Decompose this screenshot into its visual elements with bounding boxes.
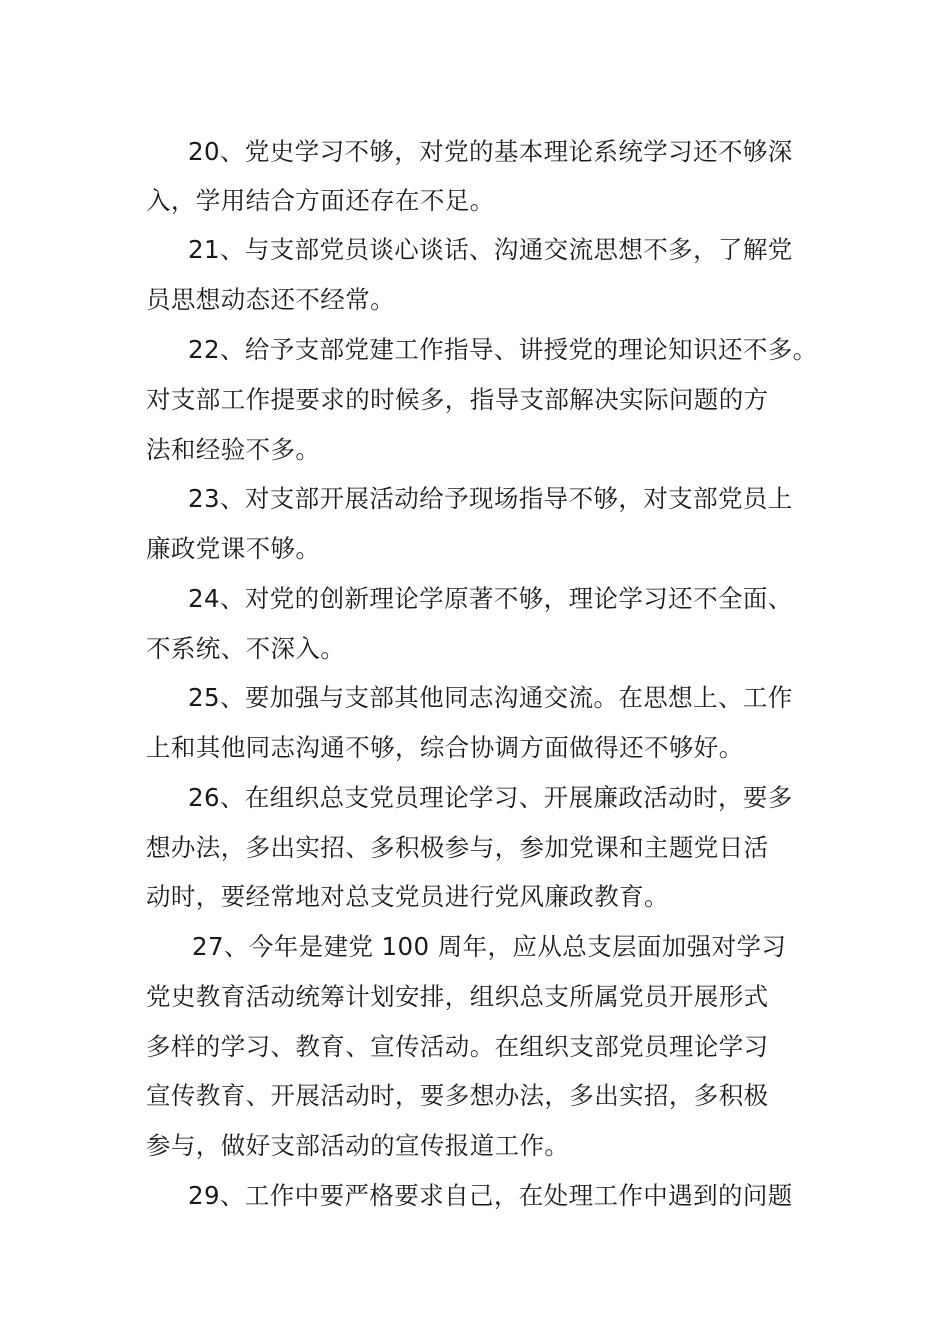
item-25-line-1: 25、要加强与支部其他同志沟通交流。在思想上、工作 <box>188 683 793 712</box>
item-26-line-1: 26、在组织总支党员理论学习、开展廉政活动时，要多 <box>188 783 793 812</box>
item-22-line-1: 22、给予支部党建工作指导、讲授党的理论知识还不多。 <box>188 335 818 364</box>
item-20-line-2: 入，学用结合方面还存在不足。 <box>146 186 495 215</box>
item-20-line-1: 20、党史学习不够，对党的基本理论系统学习还不够深 <box>188 137 793 166</box>
item-26-line-2: 想办法，多出实招、多积极参与，参加党课和主题党日活 <box>146 833 769 862</box>
item-23-line-2: 廉政党课不够。 <box>146 534 321 563</box>
item-27-line-2: 党史教育活动统筹计划安排，组织总支所属党员开展形式 <box>146 982 769 1011</box>
item-27-line-1: 27、今年是建党 100 周年，应从总支层面加强对学习 <box>192 932 787 961</box>
item-24-line-1: 24、对党的创新理论学原著不够，理论学习还不全面、 <box>188 584 793 613</box>
item-21-line-2: 员思想动态还不经常。 <box>146 285 395 314</box>
item-27-line-4: 宣传教育、开展活动时，要多想办法，多出实招，多积极 <box>146 1081 769 1110</box>
item-23-line-1: 23、对支部开展活动给予现场指导不够，对支部党员上 <box>188 484 793 513</box>
item-27-line-5: 参与，做好支部活动的宣传报道工作。 <box>146 1131 570 1160</box>
item-22-line-2: 对支部工作提要求的时候多，指导支部解决实际问题的方 <box>146 385 769 414</box>
item-24-line-2: 不系统、不深入。 <box>146 634 346 663</box>
item-25-line-2: 上和其他同志沟通不够，综合协调方面做得还不够好。 <box>146 733 744 762</box>
item-22-line-3: 法和经验不多。 <box>146 435 321 464</box>
item-29-line-1: 29、工作中要严格要求自己，在处理工作中遇到的问题 <box>188 1181 793 1210</box>
item-27-line-3: 多样的学习、教育、宣传活动。在组织支部党员理论学习 <box>146 1032 769 1061</box>
item-26-line-3: 动时，要经常地对总支党员进行党风廉政教育。 <box>146 882 669 911</box>
item-21-line-1: 21、与支部党员谈心谈话、沟通交流思想不多，了解党 <box>188 235 793 264</box>
